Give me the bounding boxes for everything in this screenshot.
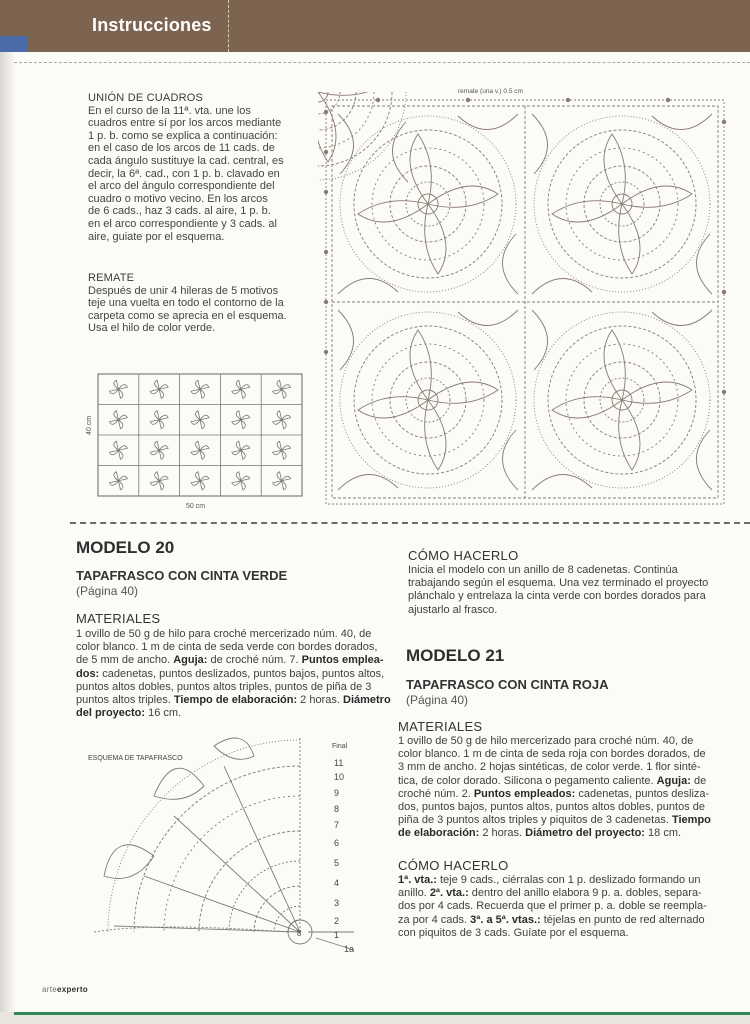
- row-number: 3: [334, 898, 340, 908]
- pinwheel-motif: [232, 411, 250, 429]
- pinwheel-motif: [191, 411, 209, 429]
- width-label: 50 cm: [186, 503, 206, 510]
- pinwheel-motif: [232, 472, 250, 490]
- row-number: 2: [334, 916, 340, 926]
- modelo21-materiales: 1 ovillo de 50 g de hilo mercerizado para croché núm. 40, de color blanco. 1 m de cinta de seda roja con bordes dorados, de 3 mm de ancho. 2 hojas sintéticas, de color verde. 1 flor sinté- tica, de color dorado. Silicona o pegamento caliente. Aguja: de croché núm. 2. Puntos empleados: cadenetas, puntos desliza- dos, puntos bajos, puntos altos, puntos altos dobles, puntos de piña de 3 puntos altos triples y piquitos de 3 cadenetas. Tiempo de elaboración: 2 horas. Diámetro del proyecto: 18 cm.: [398, 735, 711, 840]
- remate-text: [88, 285, 313, 335]
- section-divider: [70, 522, 750, 524]
- footer-brand: arteexperto: [42, 985, 88, 994]
- union-line: cuadro o motivo vecino. En los arcos: [88, 192, 268, 205]
- row-number: 8: [334, 804, 340, 814]
- remate-line: carpeta como se aprecia en el esquema.: [88, 309, 287, 322]
- remate-section: [88, 272, 313, 335]
- union-line: en el arco correspondiente y 3 cads. al: [88, 217, 277, 230]
- remate-label: remate (una v.) 0.5 cm: [458, 88, 523, 95]
- motif-chart: [318, 92, 732, 512]
- row-number: 4: [334, 878, 340, 888]
- pinwheel-motif: [150, 411, 168, 429]
- bottom-accent: [14, 1012, 750, 1015]
- pinwheel-motif: [273, 441, 291, 459]
- row-number: 1a: [344, 944, 355, 954]
- modelo21-como-text: 1ª. vta.: teje 9 cads., ciérralas con 1 p. deslizado formando un anillo. 2ª. vta.: dentro del anillo elabora 9 p. a. dobles, separa- dos por 4 cads. Recuerda que el primer p. a. doble se reempla- za por 4 cads. 3ª. a 5ª. vtas.: téjelas en punto de red alternado con piquitos de 3 cads. Guíate por el esquema.: [398, 874, 707, 939]
- row-number: 9: [334, 788, 340, 798]
- modelo20-materiales-heading: MATERIALES: [76, 611, 161, 626]
- layout-grid-diagram: [84, 368, 306, 500]
- modelo21-title: MODELO 21: [406, 646, 505, 665]
- pinwheel-motif: [150, 472, 168, 490]
- modelo21-como-heading: CÓMO HACERLO: [398, 858, 509, 873]
- modelo21-materiales-heading: MATERIALES: [398, 719, 483, 734]
- pinwheel-motif: [150, 380, 168, 398]
- row-number: 6: [334, 838, 340, 848]
- union-heading: UNIÓN DE CUADROS: [88, 92, 204, 104]
- pinwheel-motif: [109, 472, 127, 490]
- pinwheel-motif: [273, 411, 291, 429]
- union-line: aire, guiate por el esquema.: [88, 230, 225, 243]
- modelo20-page: (Página 40): [76, 584, 139, 598]
- center-number: 8: [297, 929, 302, 938]
- header-edge-accent: [0, 36, 28, 52]
- pinwheel-motif: [109, 411, 127, 429]
- modelo20-subtitle: TAPAFRASCO CON CINTA VERDE: [76, 568, 288, 583]
- page-gutter-shadow: [0, 0, 14, 1024]
- pineapple-motif: [318, 92, 408, 182]
- final-label: Final: [332, 743, 348, 750]
- remate-line: Usa el hilo de color verde.: [88, 322, 216, 335]
- pinwheel-motif: [109, 441, 127, 459]
- modelo20-como-text: Inicia el modelo con un anillo de 8 cadenetas. Continúa trabajando según el esquema. Una vez terminado el proyecto plánchalo y entrelaza la cinta verde con bordes dorados para ajustarlo al frasco.: [408, 564, 709, 616]
- pinwheel-motif: [191, 441, 209, 459]
- remate-line: Después de unir 4 hileras de 5 motivos: [88, 284, 279, 297]
- row-number: 10: [334, 772, 345, 782]
- union-line: el arco del ángulo correspondiente del: [88, 180, 275, 193]
- union-line: 1 p. b. como se explica a continuación:: [88, 129, 278, 142]
- page-title: Instrucciones: [92, 15, 212, 35]
- pinwheel-motif: [191, 472, 209, 490]
- header-underline: [14, 62, 750, 63]
- union-section: [88, 92, 313, 243]
- modelo21-subtitle: TAPAFRASCO CON CINTA ROJA: [406, 677, 609, 692]
- height-label: 40 cm: [86, 415, 94, 436]
- modelo20-materiales: 1 ovillo de 50 g de hilo para croché mercerizado núm. 40, de color blanco. 1 m de cinta de seda verde con bordes dorados, de 5 mm de ancho. Aguja: de croché núm. 7. Puntos emplea- dos: cadenetas, puntos deslizados, puntos bajos, puntos altos, puntos altos dobles, puntos altos triples, puntos de piña de 3 puntos altos triples. Tiempo de elaboración: 2 horas. Diámetro del proyecto: 16 cm.: [76, 628, 391, 720]
- pinwheel-motif: [191, 380, 209, 398]
- remate-line: teje una vuelta en todo el contorno de la: [88, 297, 284, 310]
- pinwheel-motif: [109, 380, 127, 398]
- header-dashed-line: [228, 0, 229, 52]
- pinwheel-motif: [273, 380, 291, 398]
- union-line: de 6 cads., haz 3 cads. al aire, 1 p. b.: [88, 205, 271, 218]
- modelo21-page: (Página 40): [406, 693, 469, 707]
- union-line: en el caso de los arcos de 11 cads. de: [88, 142, 275, 155]
- pinwheel-motif: [232, 441, 250, 459]
- header-bar: [0, 0, 750, 52]
- row-number: 1: [334, 930, 340, 940]
- union-line: cada ángulo sustituye la cad. central, es: [88, 154, 284, 167]
- union-line: decir, la 6ª. cad., con 1 p. b. clavado en: [88, 167, 280, 180]
- union-text: [88, 105, 313, 244]
- row-number: 7: [334, 820, 340, 830]
- modelo20-como-heading: CÓMO HACERLO: [408, 548, 519, 563]
- row-number: 5: [334, 858, 340, 868]
- pinwheel-motif: [232, 380, 250, 398]
- modelo20-title: MODELO 20: [76, 538, 175, 557]
- row-number: 11: [334, 758, 344, 768]
- pinwheel-motif: [150, 441, 168, 459]
- pinwheel-motif: [273, 472, 291, 490]
- union-line: En el curso de la 11ª. vta. une los: [88, 104, 251, 117]
- union-line: cuadros entre sí por los arcos mediante: [88, 117, 282, 130]
- esquema-label: ESQUEMA DE TAPAFRASCO: [88, 755, 183, 762]
- remate-heading: REMATE: [88, 272, 135, 284]
